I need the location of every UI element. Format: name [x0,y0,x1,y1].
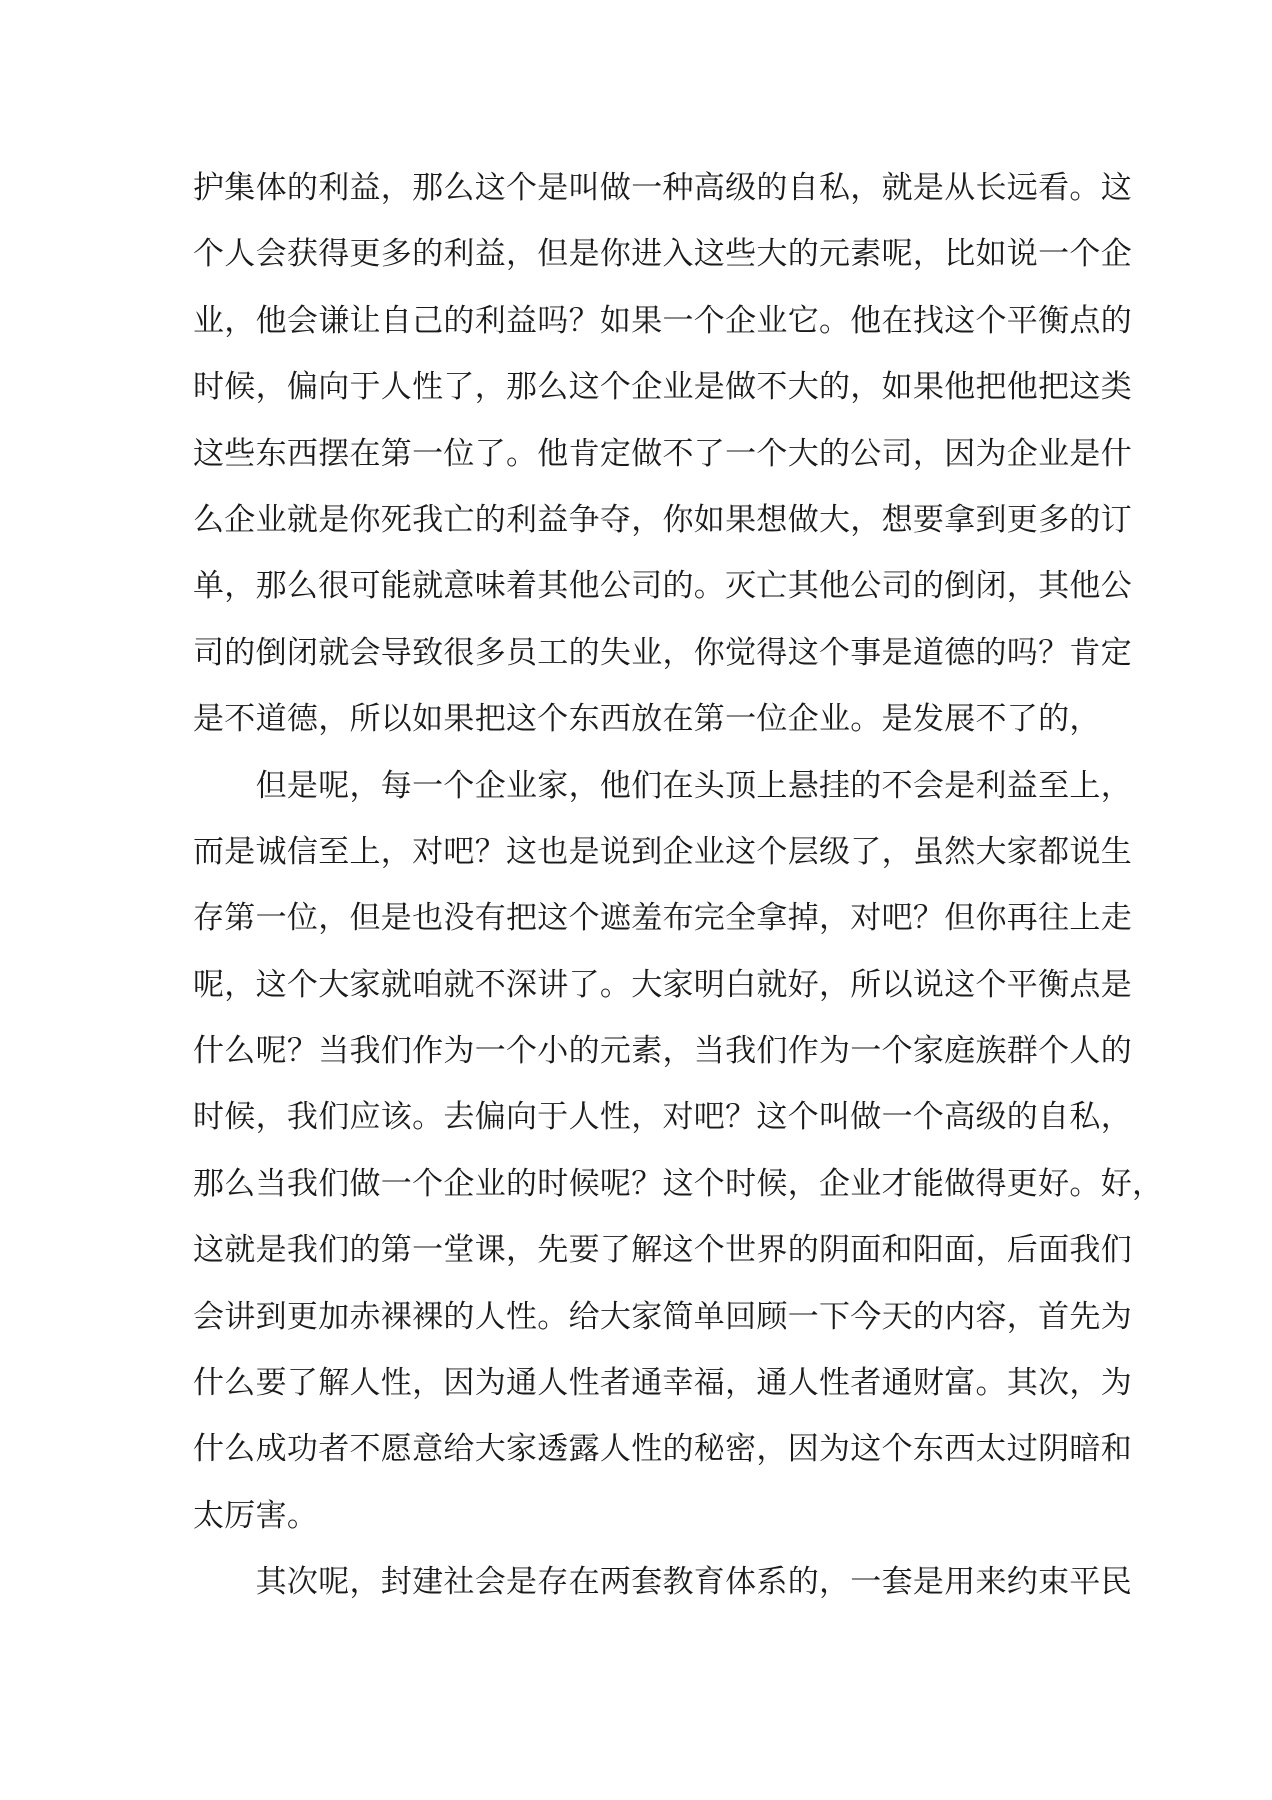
text-line: 什么呢？当我们作为一个小的元素，当我们作为一个家庭族群个人的 [193,1033,1132,1070]
text-line: 太厉害。 [193,1497,319,1534]
text-line: 而是诚信至上，对吧？这也是说到企业这个层级了，虽然大家都说生 [193,833,1132,870]
text-line: 会讲到更加赤裸裸的人性。给大家简单回顾一下今天的内容，首先为 [193,1298,1132,1335]
text-line: 这就是我们的第一堂课，先要了解这个世界的阴面和阳面，后面我们 [193,1232,1132,1269]
document-body [193,155,1164,1616]
text-line: 业，他会谦让自己的利益吗？如果一个企业它。他在找这个平衡点的 [193,302,1132,339]
text-line: 什么成功者不愿意给大家透露人性的秘密，因为这个东西太过阴暗和 [193,1431,1132,1468]
text-line: 时候，偏向于人性了，那么这个企业是做不大的，如果他把他把这类 [193,369,1132,406]
text-line: 个人会获得更多的利益，但是你进入这些大的元素呢，比如说一个企 [193,236,1132,273]
text-line: 什么要了解人性，因为通人性者通幸福，通人性者通财富。其次，为 [193,1365,1132,1402]
text-line: 其次呢，封建社会是存在两套教育体系的，一套是用来约束平民 [193,1564,1132,1601]
text-line: 这些东西摆在第一位了。他肯定做不了一个大的公司，因为企业是什 [193,435,1132,472]
text-line: 单，那么很可能就意味着其他公司的。灭亡其他公司的倒闭，其他公 [193,568,1132,605]
text-line: 那么当我们做一个企业的时候呢？这个时候，企业才能做得更好。好， [193,1165,1164,1202]
text-line: 司的倒闭就会导致很多员工的失业，你觉得这个事是道德的吗？肯定 [193,634,1132,671]
text-line: 存第一位，但是也没有把这个遮羞布完全拿掉，对吧？但你再往上走 [193,900,1132,937]
text-line: 但是呢，每一个企业家，他们在头顶上悬挂的不会是利益至上， [193,767,1132,804]
text-line: 护集体的利益，那么这个是叫做一种高级的自私，就是从长远看。这 [193,170,1132,206]
text-line: 时候，我们应该。去偏向于人性，对吧？这个叫做一个高级的自私， [193,1099,1132,1136]
text-line: 呢，这个大家就咱就不深讲了。大家明白就好，所以说这个平衡点是 [193,966,1132,1003]
text-line: 是不道德，所以如果把这个东西放在第一位企业。是发展不了的， [193,701,1101,738]
text-line: 么企业就是你死我亡的利益争夺，你如果想做大，想要拿到更多的订 [193,501,1132,538]
